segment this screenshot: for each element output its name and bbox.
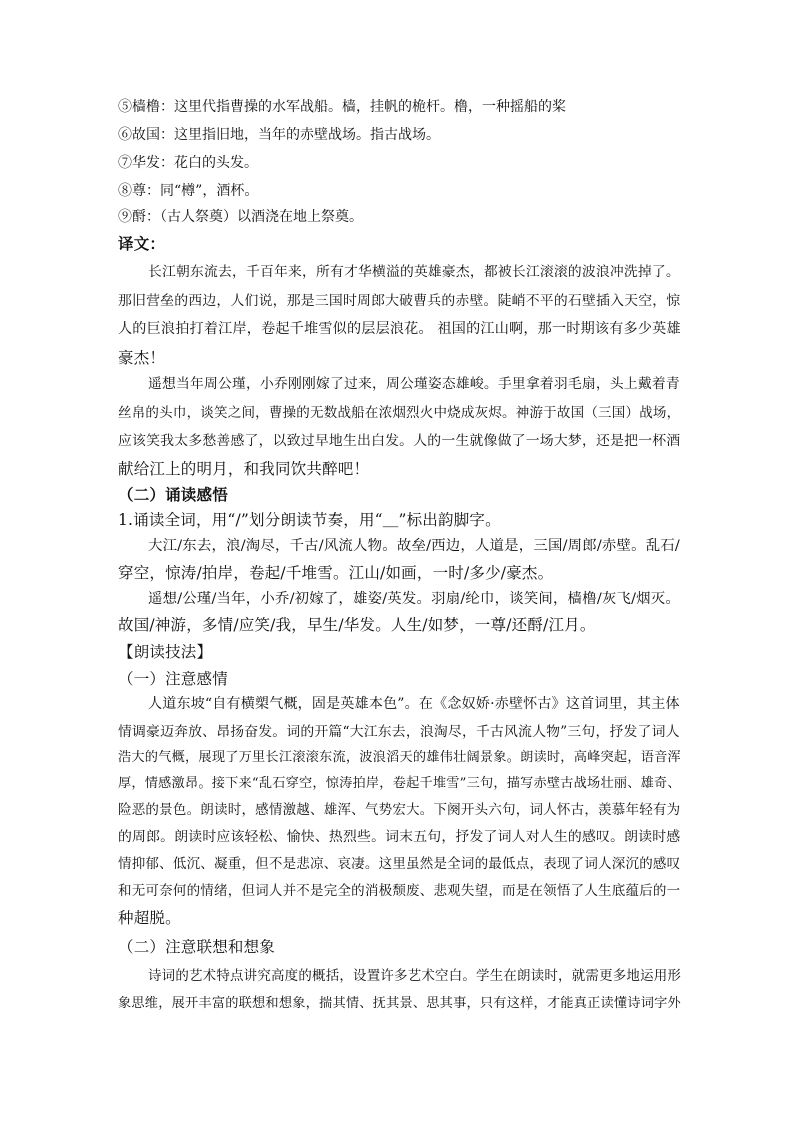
translation-line: 丝帛的头巾，谈笑之间，曹操的无数战船在浓烟烈火中烧成灰烬。神游于故国（三国）战场，	[118, 405, 681, 421]
tech1-line: 浩大的气概，展现了万里长江滚滚东流，波浪滔天的雄伟壮阔景象。朗读时，高峰突起，语音浑	[118, 750, 681, 765]
note-6: ⑥故国：这里指旧地，当年的赤壁战场。指古战场。	[118, 127, 440, 143]
rhythm-line: 穿空，惊涛/拍岸，卷起/千堆雪。江山/如画，一时/多少/豪杰。	[118, 564, 554, 582]
tech1-line: 厚，情感激昂。接下来“乱石穿空，惊涛拍岸，卷起千堆雪”三句，描写赤壁古战场壮丽、雄奇、	[118, 776, 681, 791]
translation-line: 献给江上的明月，和我同饮共醉吧！	[118, 460, 370, 478]
tech1-line: 情调豪迈奔放、昂扬奋发。词的开篇“大江东去，浪淘尽，千古风流人物”三句，抒发了词人	[118, 724, 680, 740]
rhythm-line: 遥想/公瑾/当年，小乔/初嫁了，雄姿/英发。羽扇/纶巾，谈笑间，樯橹/灰飞/烟灭。	[148, 591, 680, 607]
tech1-line: 情抑郁、低沉、凝重，但不是悲凉、哀凄。这里虽然是全词的最低点，表现了词人深沉的感叹	[118, 856, 681, 872]
note-5: ⑤樯橹：这里代指曹操的水军战船。樯，挂帆的桅杆。橹，一种摇船的桨	[118, 99, 566, 115]
task-1: 1.诵读全词，用“/”划分朗读节奏，用“＿”标出韵脚字。	[118, 511, 501, 529]
tech2-line: 象思维，展开丰富的联想和想象，揣其情、抚其景、思其事，只有这样，才能真正读懂诗词字外	[118, 996, 681, 1011]
translation-line: 人的巨浪拍打着江岸，卷起千堆雪似的层层浪花。 祖国的江山啊，那一时期该有多少英雄	[118, 321, 681, 337]
section2-heading: （二）诵读感悟	[118, 485, 228, 504]
tech1-line: 和无可奈何的情绪，但词人并不是完全的消极颓废、悲观失望，而是在领悟了人生底蕴后的一	[118, 883, 681, 899]
tech1-line: 险恶的景色。朗读时，感情激越、雄浑、气势宏大。下阕开头六句，词人怀古，羡慕年轻有为	[118, 802, 681, 818]
tech1-line: 人道东坡“自有横槊气概，固是英雄本色”。在《念奴娇·赤壁怀古》这首词里，其主体	[148, 696, 680, 712]
translation-heading: 译文：	[118, 234, 166, 253]
tech2-heading: （二）注意联想和想象	[118, 938, 276, 956]
translation-line: 长江朝东流去，千百年来，所有才华横溢的英雄豪杰，都被长江滚滚的波浪冲洗掉了。	[148, 264, 680, 280]
rhythm-line: 故国/神游，多情/应笑/我，早生/华发。人生/如梦，一尊/还酹/江月。	[118, 616, 596, 634]
note-7: ⑦华发：花白的头发。	[118, 155, 258, 171]
tech1-line: 种超脱。	[118, 909, 181, 927]
tech1-line: 的周郎。朗读时应该轻松、愉快、热烈些。词末五句，抒发了词人对人生的感叹。朗读时感	[118, 829, 681, 845]
note-8: ⑧尊：同“樽”，酒杯。	[118, 183, 259, 199]
rhythm-line: 大江/东去，浪/淘尽，千古/风流人物。故垒/西边，人道是，三国/周郎/赤壁。乱石/	[148, 538, 680, 554]
technique-heading: 【朗读技法】	[118, 643, 213, 661]
translation-line: 豪杰！	[118, 349, 166, 367]
translation-line: 那旧营垒的西边，人们说，那是三国时周郎大破曹兵的赤壁。陡峭不平的石壁插入天空，惊	[118, 293, 681, 309]
translation-line: 应该笑我太多愁善感了，以致过早地生出白发。人的一生就像做了一场大梦，还是把一杯酒	[118, 433, 681, 449]
tech1-heading: （一）注意感情	[118, 670, 228, 688]
tech2-line: 诗词的艺术特点讲究高度的概括，设置许多艺术空白。学生在朗读时，就需更多地运用形	[148, 968, 682, 984]
note-9: ⑨酹：（古人祭奠）以酒浇在地上祭奠。	[118, 209, 363, 225]
translation-line: 遥想当年周公瑾，小乔刚刚嫁了过来，周公瑾姿态雄峻。手里拿着羽毛扇，头上戴着青	[148, 376, 680, 392]
